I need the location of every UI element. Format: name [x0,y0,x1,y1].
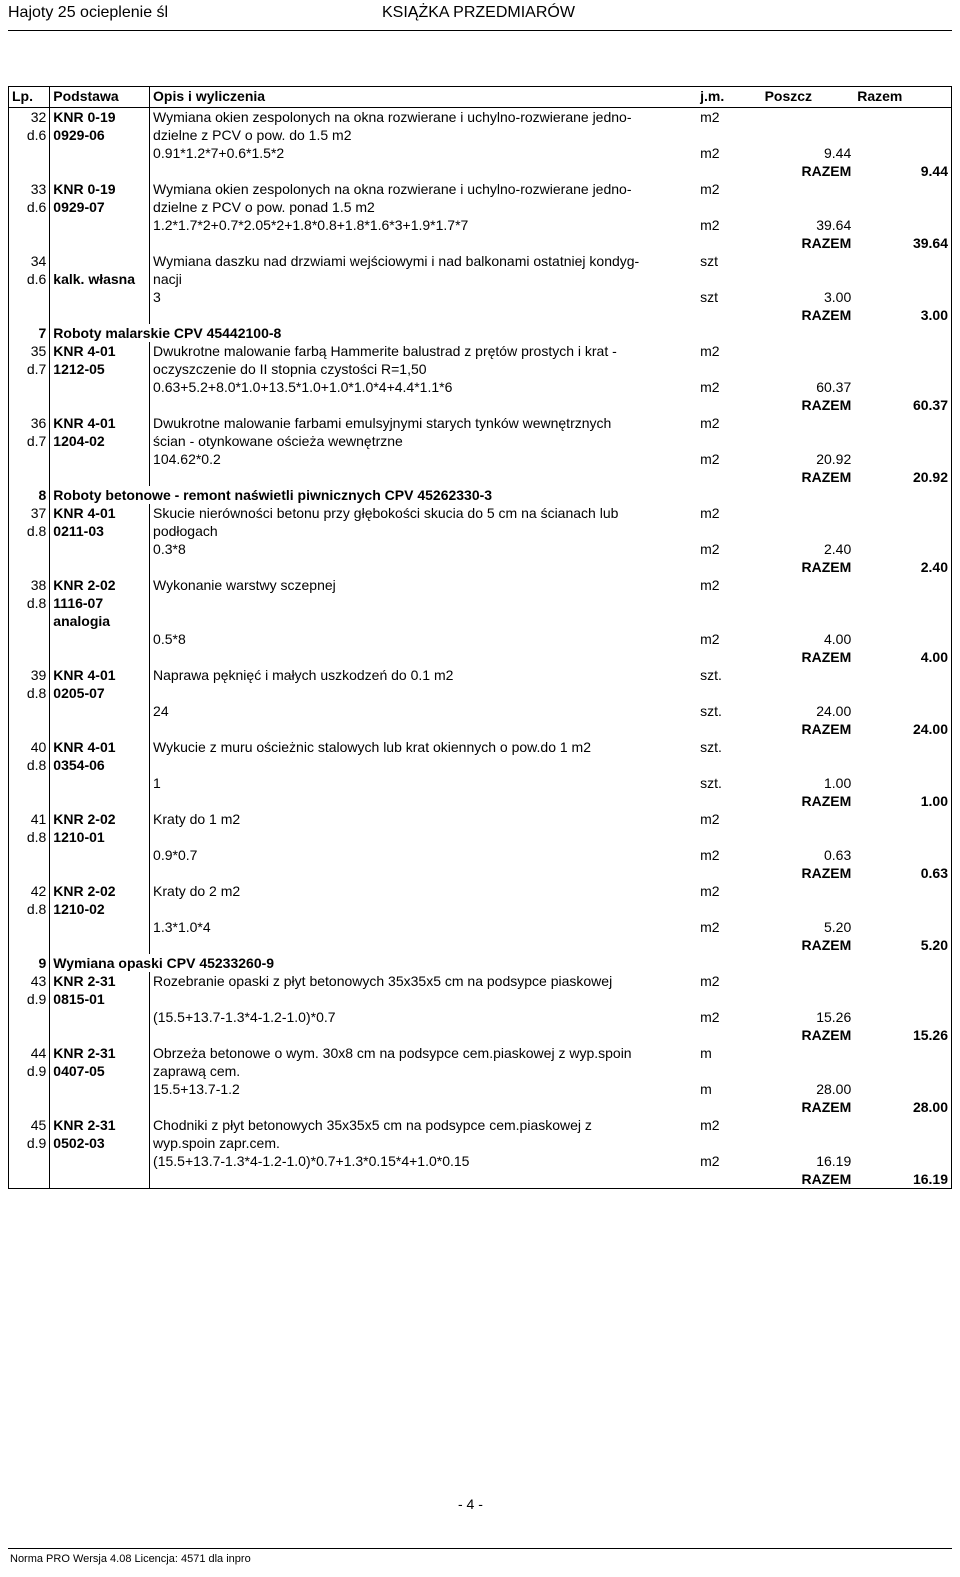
sum-row [9,792,952,810]
item-description: wyp.spoin zapr.cem. [153,1135,280,1151]
razem-label: RAZEM [801,649,852,665]
col-opis: Opis i wyliczenia [150,87,698,108]
item-description: Naprawa pęknięć i małych uszkodzeń do 0.1 m2 [153,667,454,683]
item-unit: szt. [700,739,722,755]
item-total: 24.00 [912,721,948,737]
item-row [9,594,952,612]
item-number: 34 [9,252,50,270]
page-number: - 4 - [458,1496,483,1512]
item-row [9,432,952,450]
item-chapter: d.7 [9,360,50,378]
col-lp: Lp. [9,87,50,108]
item-row [9,1044,952,1062]
item-row [9,576,952,594]
calc-unit: m2 [700,1009,720,1025]
item-basis: KNR 4-01 [50,504,150,522]
item-unit: m2 [700,883,720,899]
item-description: dzielne z PCV o pow. do 1.5 m2 [153,127,352,143]
table-header-row [9,87,952,108]
razem-label: RAZEM [801,163,852,179]
section-row [9,486,952,504]
item-total: 4.00 [920,649,948,665]
item-calculation: 1.2*1.7*2+0.7*2.05*2+1.8*0.8+1.8*1.6*3+1.9*1.7*7 [153,217,469,233]
item-basis: 1116-07 [50,594,150,612]
item-calculation: 1 [153,775,161,791]
item-quantity: 5.20 [824,919,852,935]
item-unit: m2 [700,415,720,431]
item-chapter: d.8 [9,756,50,774]
item-chapter: d.6 [9,126,50,144]
item-chapter: d.8 [9,684,50,702]
item-total: 16.19 [912,1171,948,1187]
item-total: 15.26 [912,1027,948,1043]
item-quantity: 28.00 [816,1081,852,1097]
item-total: 3.00 [920,307,948,323]
calc-unit: m2 [700,451,720,467]
item-calculation: (15.5+13.7-1.3*4-1.2-1.0)*0.7 [153,1009,336,1025]
item-basis: KNR 2-02 [50,810,150,828]
item-unit: m2 [700,973,720,989]
item-row [9,126,952,144]
col-razem: Razem [854,87,951,108]
item-basis: KNR 2-02 [50,576,150,594]
item-basis: kalk. własna [50,270,150,288]
item-quantity: 3.00 [824,289,852,305]
sum-row [9,648,952,666]
razem-label: RAZEM [801,397,852,413]
item-number: 40 [9,738,50,756]
razem-label: RAZEM [801,469,852,485]
item-description [150,684,698,702]
item-calculation: 104.62*0.2 [153,451,221,467]
item-chapter: d.9 [9,990,50,1008]
item-number: 41 [9,810,50,828]
item-row [9,1116,952,1134]
sum-row [9,306,952,324]
item-description [150,756,698,774]
sum-row [9,468,952,486]
item-description [150,612,698,630]
item-number: 38 [9,576,50,594]
item-unit: m2 [700,109,720,125]
item-unit: m [700,1045,712,1061]
item-chapter: d.8 [9,522,50,540]
item-basis [50,252,150,270]
item-quantity: 1.00 [824,775,852,791]
section-title: Roboty malarskie CPV 45442100-8 [53,325,282,341]
razem-label: RAZEM [801,1027,852,1043]
item-row [9,828,952,846]
calc-unit: m2 [700,1153,720,1169]
item-row [9,810,952,828]
item-basis: KNR 4-01 [50,414,150,432]
calc-unit: m2 [700,847,720,863]
item-basis: 0815-01 [50,990,150,1008]
item-total: 1.00 [920,793,948,809]
header-divider [8,30,952,31]
item-unit: szt. [700,667,722,683]
razem-label: RAZEM [801,1099,852,1115]
item-basis: KNR 0-19 [50,108,150,127]
calc-unit: szt. [700,775,722,791]
calc-unit: szt [700,289,718,305]
item-number: 44 [9,1044,50,1062]
item-quantity: 15.26 [816,1009,852,1025]
section-number: 7 [9,324,50,342]
calc-row [9,216,952,234]
sum-row [9,1170,952,1189]
sum-row [9,1098,952,1116]
item-calculation: 3 [153,289,161,305]
item-total: 28.00 [912,1099,948,1115]
item-basis: KNR 2-31 [50,1116,150,1134]
item-description: Rozebranie opaski z płyt betonowych 35x35x5 cm na podsypce piaskowej [153,973,613,989]
calc-row [9,1152,952,1170]
calc-row [9,378,952,396]
item-row [9,900,952,918]
item-number: 35 [9,342,50,360]
item-row [9,504,952,522]
item-basis: 1204-02 [50,432,150,450]
item-row [9,270,952,288]
sum-row [9,936,952,954]
item-total: 20.92 [912,469,948,485]
item-quantity: 60.37 [816,379,852,395]
item-basis: 0929-07 [50,198,150,216]
sum-row [9,162,952,180]
item-row [9,108,952,127]
item-row [9,342,952,360]
calc-row [9,540,952,558]
item-description: nacji [153,271,182,287]
item-chapter: d.8 [9,594,50,612]
item-quantity: 20.92 [816,451,852,467]
item-number: 43 [9,972,50,990]
item-description: Dwukrotne malowanie farbami emulsyjnymi starych tynków wewnętrznych [153,415,612,431]
razem-label: RAZEM [801,235,852,251]
sum-row [9,864,952,882]
item-basis: KNR 4-01 [50,738,150,756]
item-row [9,414,952,432]
sum-row [9,720,952,738]
item-chapter: d.9 [9,1134,50,1152]
item-row [9,252,952,270]
item-basis: KNR 2-31 [50,1044,150,1062]
item-calculation: 0.5*8 [153,631,186,647]
item-quantity: 24.00 [816,703,852,719]
item-description: Wykucie z muru ościeżnic stalowych lub krat okiennych o pow.do 1 m2 [153,739,591,755]
item-quantity: 2.40 [824,541,852,557]
item-basis: KNR 4-01 [50,342,150,360]
item-basis: 1210-01 [50,828,150,846]
item-row [9,882,952,900]
sum-row [9,558,952,576]
item-row [9,522,952,540]
item-calculation: 0.3*8 [153,541,186,557]
item-calculation: 0.9*0.7 [153,847,198,863]
item-unit: szt [700,253,718,269]
calc-row [9,288,952,306]
item-basis: KNR 2-31 [50,972,150,990]
item-number: 36 [9,414,50,432]
calc-row [9,144,952,162]
item-unit: m2 [700,505,720,521]
item-number: 45 [9,1116,50,1134]
col-jm: j.m. [697,87,761,108]
item-description [150,594,698,612]
section-title: Wymiana opaski CPV 45233260-9 [53,955,275,971]
item-description [150,900,698,918]
item-description: Skucie nierówności betonu przy głębokości skucia do 5 cm na ścianach lub [153,505,619,521]
item-description [150,990,698,1008]
item-row [9,666,952,684]
col-podstawa: Podstawa [50,87,150,108]
item-unit: m2 [700,577,720,593]
item-unit: m2 [700,811,720,827]
item-number: 32 [9,108,50,127]
item-row [9,612,952,630]
page-header [0,0,960,32]
item-number: 33 [9,180,50,198]
item-row [9,1134,952,1152]
razem-label: RAZEM [801,1171,852,1187]
item-description: dzielne z PCV o pow. ponad 1.5 m2 [153,199,375,215]
footer-text: Norma PRO Wersja 4.08 Licencja: 4571 dla inpro [10,1553,251,1565]
calc-unit: m [700,1081,712,1097]
item-basis: 1212-05 [50,360,150,378]
item-row [9,972,952,990]
item-quantity: 9.44 [824,145,852,161]
item-calculation: 15.5+13.7-1.2 [153,1081,240,1097]
section-row [9,954,952,972]
project-title: Hajoty 25 ocieplenie śl [8,4,169,21]
item-quantity: 4.00 [824,631,852,647]
item-chapter: d.8 [9,828,50,846]
calc-row [9,630,952,648]
calc-row [9,1080,952,1098]
razem-label: RAZEM [801,559,852,575]
item-chapter: d.9 [9,1062,50,1080]
item-total: 39.64 [912,235,948,251]
section-title: Roboty betonowe - remont naświetli piwnicznych CPV 45262330-3 [53,487,493,503]
item-number: 37 [9,504,50,522]
item-basis: 1210-02 [50,900,150,918]
document-title: KSIĄŻKA PRZEDMIARÓW [382,4,575,21]
item-number: 42 [9,882,50,900]
razem-label: RAZEM [801,307,852,323]
item-quantity: 0.63 [824,847,852,863]
item-description: zaprawą cem. [153,1063,241,1079]
calc-unit: m2 [700,919,720,935]
item-basis: 0929-06 [50,126,150,144]
section-number: 8 [9,486,50,504]
razem-label: RAZEM [801,721,852,737]
item-unit: m2 [700,343,720,359]
item-row [9,1062,952,1080]
item-row [9,684,952,702]
item-description: Wymiana okien zespolonych na okna rozwierane i uchylno-rozwierane jedno- [153,181,632,197]
item-description: Wymiana okien zespolonych na okna rozwierane i uchylno-rozwierane jedno- [153,109,632,125]
item-description: Chodniki z płyt betonowych 35x35x5 cm na podsypce cem.piaskowej z [153,1117,592,1133]
item-description: Kraty do 2 m2 [153,883,241,899]
item-description: Wymiana daszku nad drzwiami wejściowymi i nad balkonami ostatniej kondyg- [153,253,640,269]
item-description: podłogach [153,523,218,539]
calc-unit: m2 [700,631,720,647]
item-basis: 0211-03 [50,522,150,540]
item-calculation: (15.5+13.7-1.3*4-1.2-1.0)*0.7+1.3*0.15*4+1.0*0.15 [153,1153,470,1169]
item-number: 39 [9,666,50,684]
item-chapter: d.8 [9,900,50,918]
calc-row [9,450,952,468]
item-chapter: d.7 [9,432,50,450]
item-row [9,360,952,378]
item-description: Obrzeża betonowe o wym. 30x8 cm na podsypce cem.piaskowej z wyp.spoin [153,1045,632,1061]
item-description: oczyszczenie do II stopnia czystości R=1,50 [153,361,427,377]
item-total: 0.63 [920,865,948,881]
item-basis: KNR 2-02 [50,882,150,900]
item-calculation: 1.3*1.0*4 [153,919,211,935]
item-basis: KNR 0-19 [50,180,150,198]
item-row [9,738,952,756]
item-description [150,828,698,846]
calc-unit: m2 [700,145,720,161]
item-basis: analogia [50,612,150,630]
calc-unit: m2 [700,217,720,233]
item-calculation: 24 [153,703,169,719]
col-poszcz: Poszcz [762,87,855,108]
razem-label: RAZEM [801,793,852,809]
item-unit: m2 [700,181,720,197]
item-description: Dwukrotne malowanie farbą Hammerite balustrad z prętów prostych i krat - [153,343,617,359]
section-number: 9 [9,954,50,972]
item-total: 2.40 [920,559,948,575]
item-basis: 0502-03 [50,1134,150,1152]
item-quantity: 39.64 [816,217,852,233]
calc-unit: szt. [700,703,722,719]
item-calculation: 0.63+5.2+8.0*1.0+13.5*1.0+1.0*1.0*4+4.4*1.1*6 [153,379,453,395]
item-basis: 0354-06 [50,756,150,774]
item-chapter: d.6 [9,270,50,288]
calc-row [9,1008,952,1026]
item-row [9,756,952,774]
calc-unit: m2 [700,379,720,395]
item-description: ścian - otynkowane ościeża wewnętrzne [153,433,403,449]
calc-row [9,918,952,936]
item-quantity: 16.19 [816,1153,852,1169]
item-row [9,180,952,198]
item-unit: m2 [700,1117,720,1133]
sum-row [9,1026,952,1044]
sum-row [9,234,952,252]
item-basis: 0205-07 [50,684,150,702]
estimate-table [8,86,952,1189]
table-body [9,108,952,1189]
item-row [9,990,952,1008]
item-description: Wykonanie warstwy sczepnej [153,577,336,593]
item-calculation: 0.91*1.2*7+0.6*1.5*2 [153,145,285,161]
sum-row [9,396,952,414]
razem-label: RAZEM [801,937,852,953]
item-basis: KNR 4-01 [50,666,150,684]
footer-divider [8,1548,952,1549]
item-row [9,198,952,216]
item-total: 9.44 [920,163,948,179]
item-description: Kraty do 1 m2 [153,811,241,827]
item-chapter: d.6 [9,198,50,216]
item-total: 60.37 [912,397,948,413]
razem-label: RAZEM [801,865,852,881]
item-basis: 0407-05 [50,1062,150,1080]
calc-row [9,774,952,792]
calc-row [9,846,952,864]
calc-row [9,702,952,720]
item-total: 5.20 [920,937,948,953]
calc-unit: m2 [700,541,720,557]
section-row [9,324,952,342]
